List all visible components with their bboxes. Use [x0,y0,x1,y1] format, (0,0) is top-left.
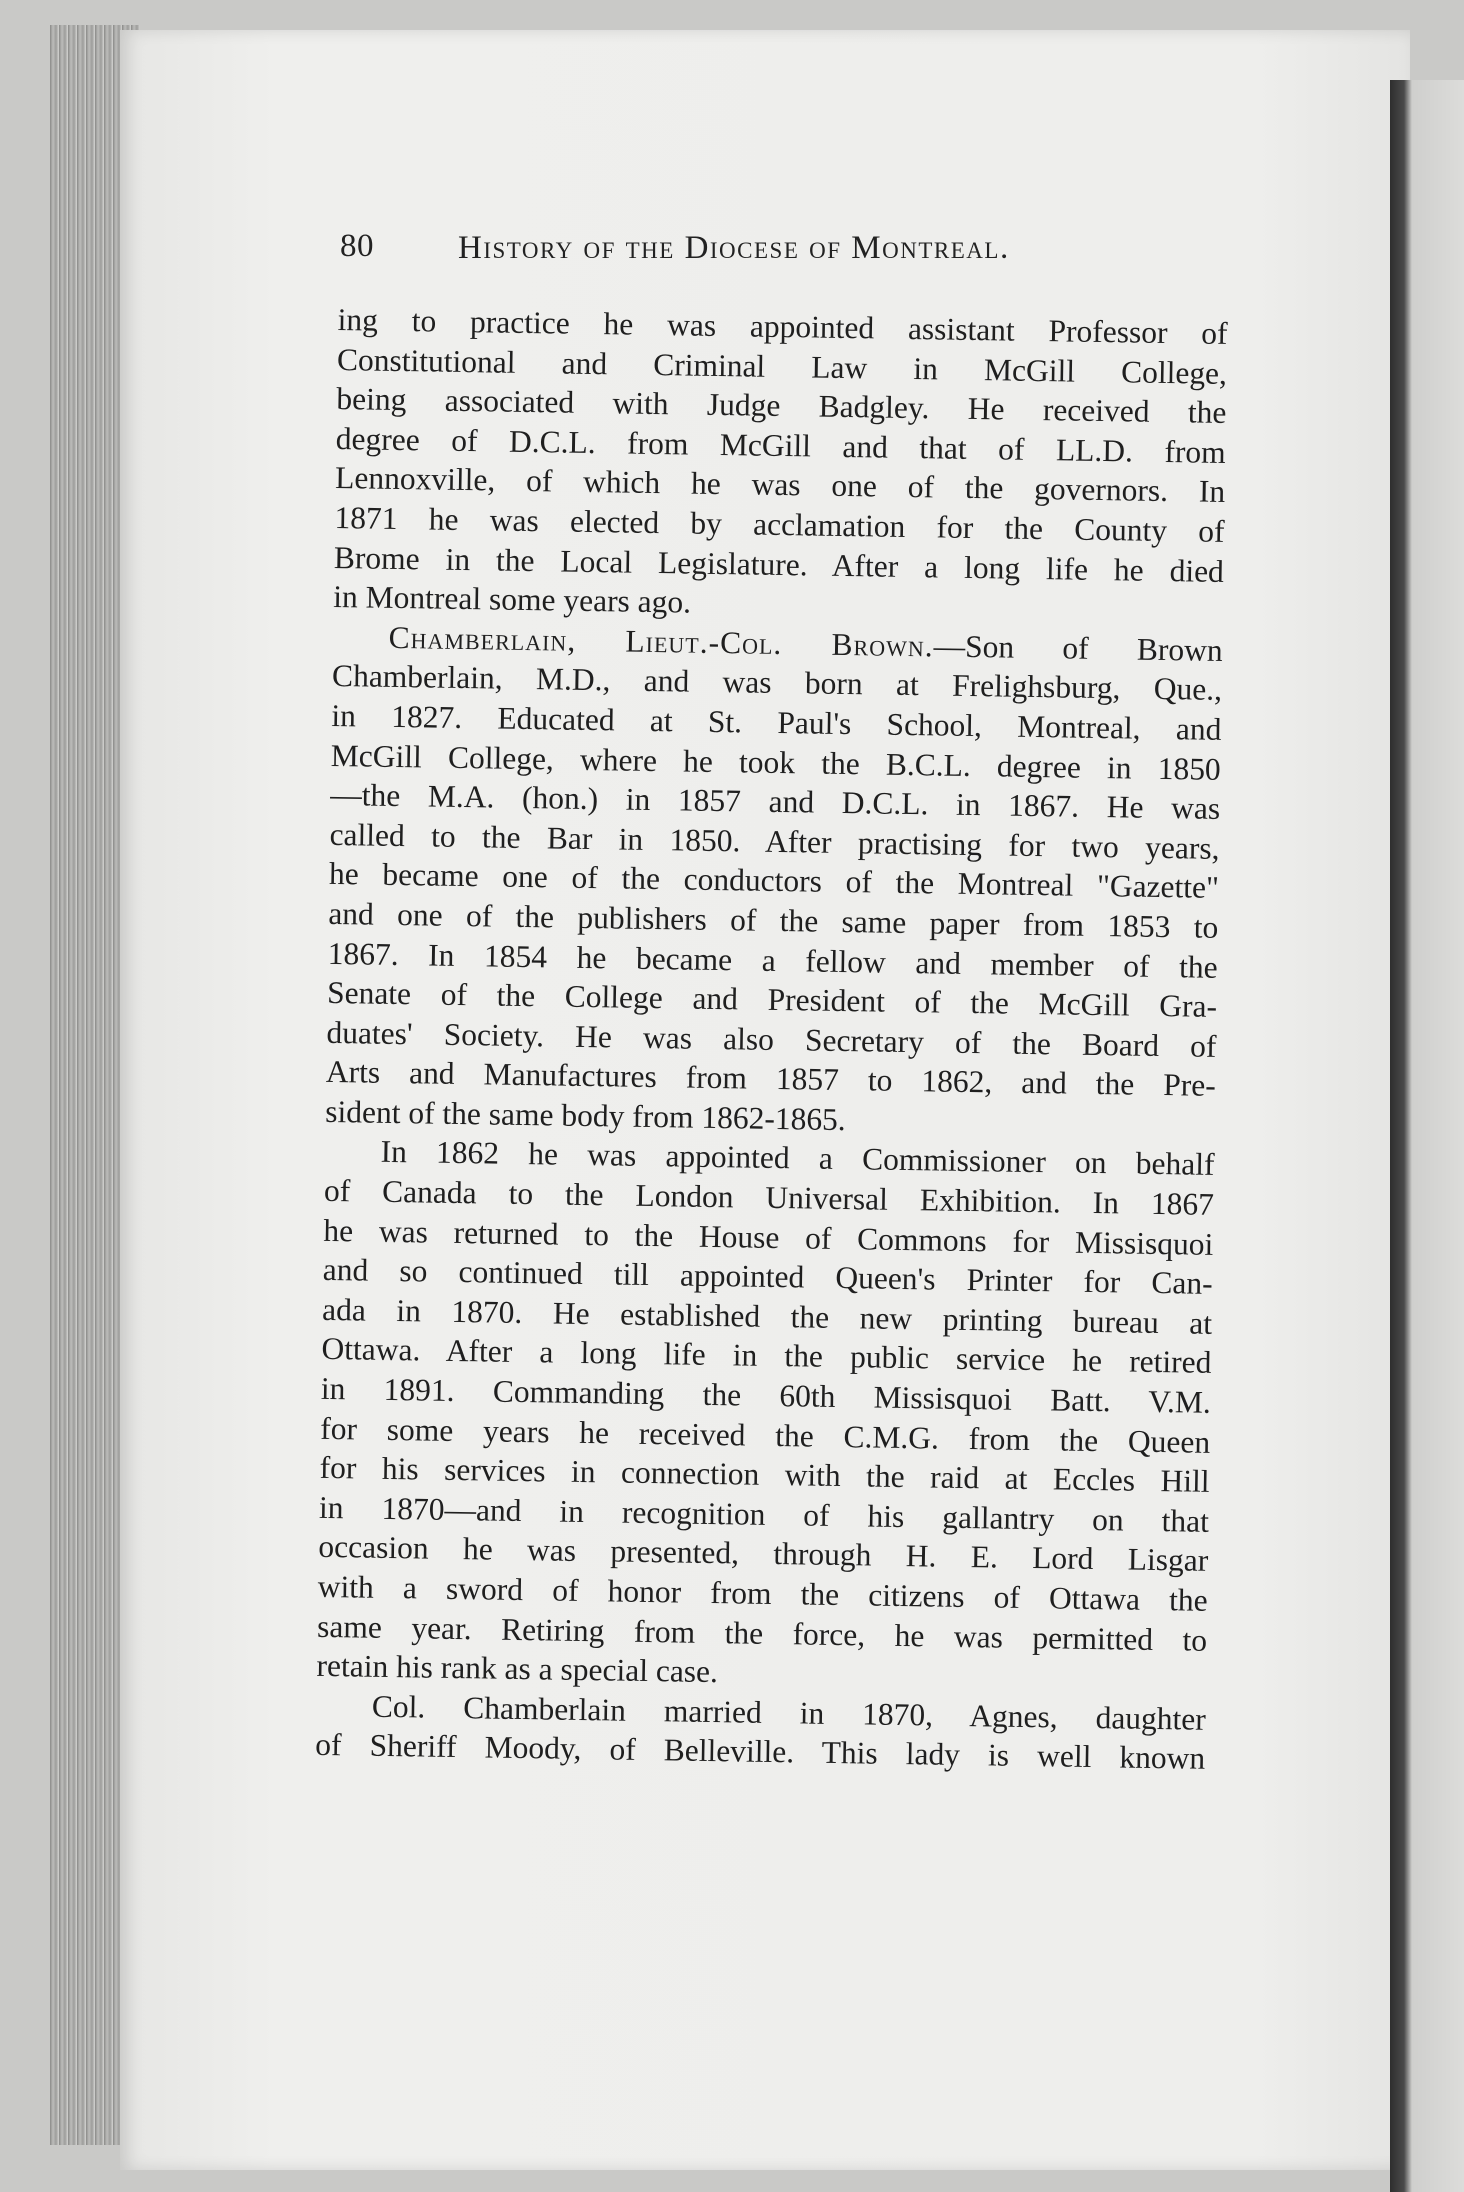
paragraph-3 [316,1131,1215,1699]
text-line: in 1827. Educated at St. Paul's School, Montreal, and [331,697,1222,747]
text-line: retain his rank as a special case. [316,1648,719,1690]
text-line: ada in 1870. He established the new printing bureau at [321,1291,1213,1341]
text-line: Constitutional and Criminal Law in McGill College, [336,341,1228,391]
text-line: and so continued till appointed Queen's Printer for Can- [322,1252,1213,1302]
text-line: McGill College, where he took the B.C.L. degree in 1850 [330,737,1222,787]
body-text [315,300,1228,1779]
text-line: 1867. In 1854 he became a fellow and member of the [327,935,1218,985]
text-line: occasion he was presented, through H. E. Lord Lisgar [318,1529,1209,1579]
text-line: —Son of Brown [933,628,1223,668]
text-line: duates' Society. He was also Secretary of the Board of [326,1014,1217,1064]
text-line: 1871 he was elected by acclamation for the County of [334,499,1225,549]
text-line: ing to practice he was appointed assistant Professor of [337,301,1228,351]
text-line: Brome in the Local Legislature. After a long life he died [333,539,1225,589]
paragraph-1 [333,300,1228,631]
text-line: sident of the same body from 1862-1865. [324,1093,847,1137]
running-head: History of the Diocese of Montreal. [458,230,1010,266]
text-line: called to the Bar in 1850. After practising for two years, [329,816,1220,866]
text-line: Senate of the College and President of the McGill Gra- [326,975,1218,1024]
text-line: Col. Chamberlain married in 1870, Agnes, daughter [371,1688,1207,1737]
text-line: for his services in connection with the raid at Eccles Hill [319,1450,1210,1500]
text-line: in Montreal some years ago. [333,579,692,620]
text-line: in 1891. Commanding the 60th Missisquoi Batt. V.M. [320,1370,1212,1420]
text-line: Arts and Manufactures from 1857 to 1862, and the Pre- [325,1054,1217,1104]
entry-heading: Chamberlain, Lieut.-Col. Brown. [388,619,934,664]
text-line: Lennoxville, of which he was one of the governors. In [334,460,1226,510]
text-line: and one of the publishers of the same paper from 1853 to [328,895,1219,945]
text-line: of Canada to the London Universal Exhibition. In 1867 [323,1172,1215,1222]
text-line: in 1870—and in recognition of his gallantry on that [318,1489,1210,1539]
page-header [340,228,1220,278]
paragraph-chamberlain-entry [325,617,1223,1146]
text-line: same year. Retiring from the force, he was permitted to [316,1608,1208,1658]
text-line: degree of D.C.L. from McGill and that of LL.D. from [335,420,1226,470]
text-line: of Sheriff Moody, of Belleville. This lady is well known [315,1727,1206,1777]
text-line: with a sword of honor from the citizens of Ottawa the [317,1568,1208,1618]
text-line: being associated with Judge Badgley. He received the [336,381,1227,431]
text-line: he was returned to the House of Commons for Missisquoi [323,1212,1214,1262]
facing-page-edge [1390,80,1464,2192]
text-line: —the M.A. (hon.) in 1857 and D.C.L. in 1867. He was [329,777,1221,827]
page-number: 80 [340,228,374,264]
text-line: for some years he received the C.M.G. from the Queen [320,1410,1211,1460]
text-line: he became one of the conductors of the Montreal "Gazette" [328,856,1220,906]
paragraph-4 [315,1686,1206,1779]
text-line: Ottawa. After a long life in the public service he retired [321,1331,1212,1381]
text-line: In 1862 he was appointed a Commissioner on behalf [380,1134,1215,1183]
text-line: Chamberlain, M.D., and was born at Frelighsburg, Que., [331,658,1223,708]
